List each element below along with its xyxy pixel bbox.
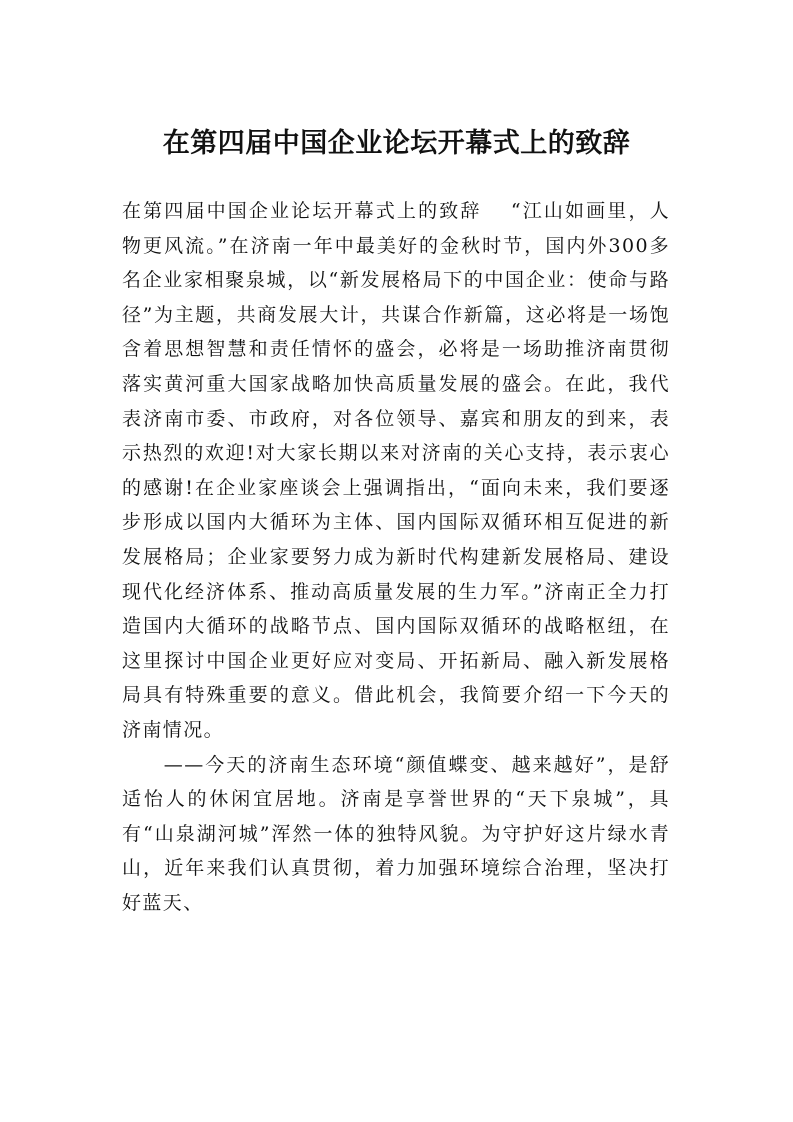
document-title: 在第四届中国企业论坛开幕式上的致辞 — [162, 128, 631, 159]
body-paragraph-2: ——今天的济南生态环境“颜值蝶变、越来越好”，是舒适怡人的休闲宜居地。济南是享誉世界的“天下泉城”，具有“山泉湖河城”浑然一体的独特风貌。为守护好这片绿水青山，近年来我们认真贯彻，着力加强环境综合治理，坚决打好蓝天、 — [122, 753, 670, 914]
body-paragraph-1: 在第四届中国企业论坛开幕式上的致辞 “江山如画里，人物更风流。”在济南一年中最美好的金秋时节，国内外300多名企业家相聚泉城，以“新发展格局下的中国企业：使命与路径”为主题，共商发展大计，共谋合作新篇，这必将是一场饱含着思想智慧和责任情怀的盛会，必将是一场助推济南贯彻落实黄河重大国家战略加快高质量发展的盛会。在此，我代表济南市委、市政府，对各位领导、嘉宾和朋友的到来，表示热烈的欢迎!对大家长期以来对济南的关心支持，表示衷心的感谢!在企业家座谈会上强调指出，“面向未来，我们要逐步形成以国内大循环为主体、国内国际双循环相互促进的新发展格局；企业家要努力成为新时代构建新发展格局、建设现代化经济体系、推动高质量发展的生力军。”济南正全力打造国内大循环的战略节点、国内国际双循环的战略枢纽，在这里探讨中国企业更好应对变局、开拓新局、融入新发展格局具有特殊重要的意义。借此机会，我简要介绍一下今天的济南情况。 — [122, 200, 670, 741]
document-body — [122, 194, 670, 920]
